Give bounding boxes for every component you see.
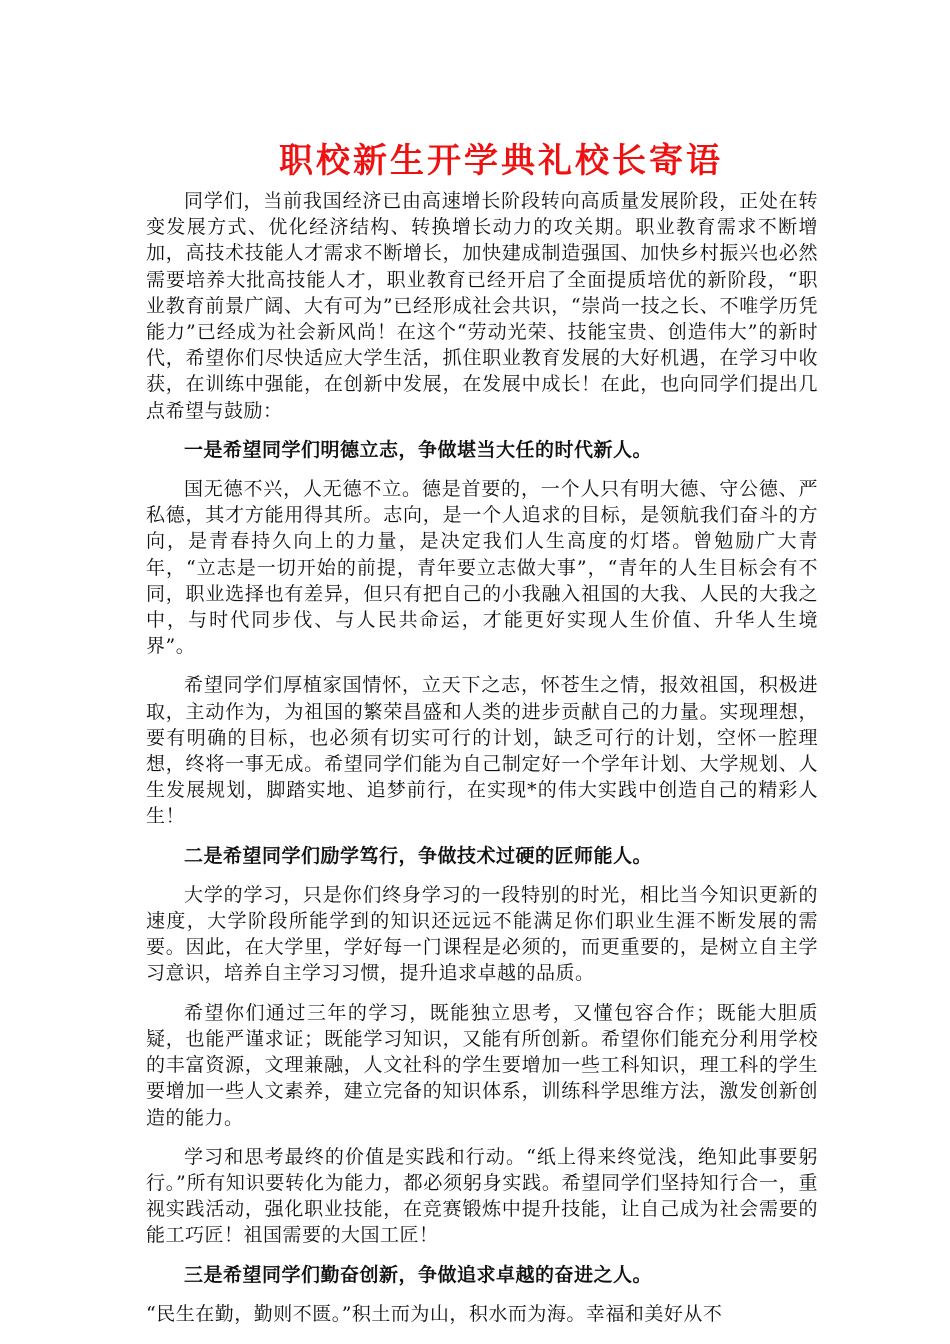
section-heading-3: 三是希望同学们勤奋创新，争做追求卓越的奋进之人。 [184,1263,653,1286]
paragraph-practice: 学习和思考最终的价值是实践和行动。“纸上得来终觉浅，绝知此事要躬行。”所有知识要转化为能力，都必须躬身实践。希望同学们坚持知行合一，重视实践活动，强化职业技能，在竞赛锻炼中提升技能，让自己成为社会需要的能工巧匠！祖国需要的大国工匠！ [146,1145,818,1247]
section-heading-1: 一是希望同学们明德立志，争做堪当大任的时代新人。 [184,438,653,461]
paragraph-aspiration: 希望同学们厚植家国情怀，立天下之志，怀苍生之情，报效祖国，积极进取，主动作为，为祖国的繁荣昌盛和人类的进步贡献自己的力量。实现理想，要有明确的目标，也必须有切实可行的计划，缺乏可行的计划，空怀一腔理想，终将一事无成。希望同学们能为自己制定好一个学年计划、大学规划、人生发展规划，脚踏实地、追梦前行，在实现*的伟大实践中创造自己的精彩人生！ [146,674,818,828]
paragraph-morality: 国无德不兴，人无德不立。德是首要的，一个人只有明大德、守公德、严私德，其才方能用得其所。志向，是一个人追求的目标，是领航我们奋斗的方向，是青春持久向上的力量，是决定我们人生高度的灯塔。曾勉励广大青年，“立志是一切开始的前提，青年要立志做大事”，“青年的人生目标会有不同，职业选择也有差异，但只有把自己的小我融入祖国的大我、人民的大我之中，与时代同步伐、与人民共命运，才能更好实现人生价值、升华人生境界”。 [146,478,818,658]
document-body [146,188,818,1340]
paragraph-diligence: “民生在勤，勤则不匮。”积土而为山，积水而为海。幸福和美好从不 [146,1302,723,1325]
section-heading-2: 二是希望同学们励学笃行，争做技术过硬的匠师能人。 [184,844,653,867]
paragraph-thinking: 希望你们通过三年的学习，既能独立思考，又懂包容合作；既能大胆质疑，也能严谨求证；既能学习知识，又能有所创新。希望你们能充分利用学校的丰富资源，文理兼融，人文社科的学生要增加一些工科知识，理工科的学生要增加一些人文素养，建立完备的知识体系，训练科学思维方法，激发创新创造的能力。 [146,1001,818,1129]
paragraph-intro: 同学们，当前我国经济已由高速增长阶段转向高质量发展阶段，正处在转变发展方式、优化经济结构、转换增长动力的攻关期。职业教育需求不断增加，高技术技能人才需求不断增长，加快建成制造强国、加快乡村振兴也必然需要培养大批高技能人才，职业教育已经开启了全面提质培优的新阶段，“职业教育前景广阔、大有可为”已经形成社会共识，“崇尚一技之长、不唯学历凭能力”已经成为社会新风尚！在这个“劳动光荣、技能宝贵、创造伟大”的新时代，希望你们尽快适应大学生活，抓住职业教育发展的大好机遇，在学习中收获，在训练中强能，在创新中发展，在发展中成长！在此，也向同学们提出几点希望与鼓励： [146,190,818,422]
paragraph-learning: 大学的学习，只是你们终身学习的一段特别的时光，相比当今知识更新的速度，大学阶段所能学到的知识还远远不能满足你们职业生涯不断发展的需要。因此，在大学里，学好每一门课程是必须的，而更重要的，是树立自主学习意识，培养自主学习习惯，提升追求卓越的品质。 [146,883,818,985]
document-title: 职校新生开学典礼校长寄语 [279,141,723,181]
